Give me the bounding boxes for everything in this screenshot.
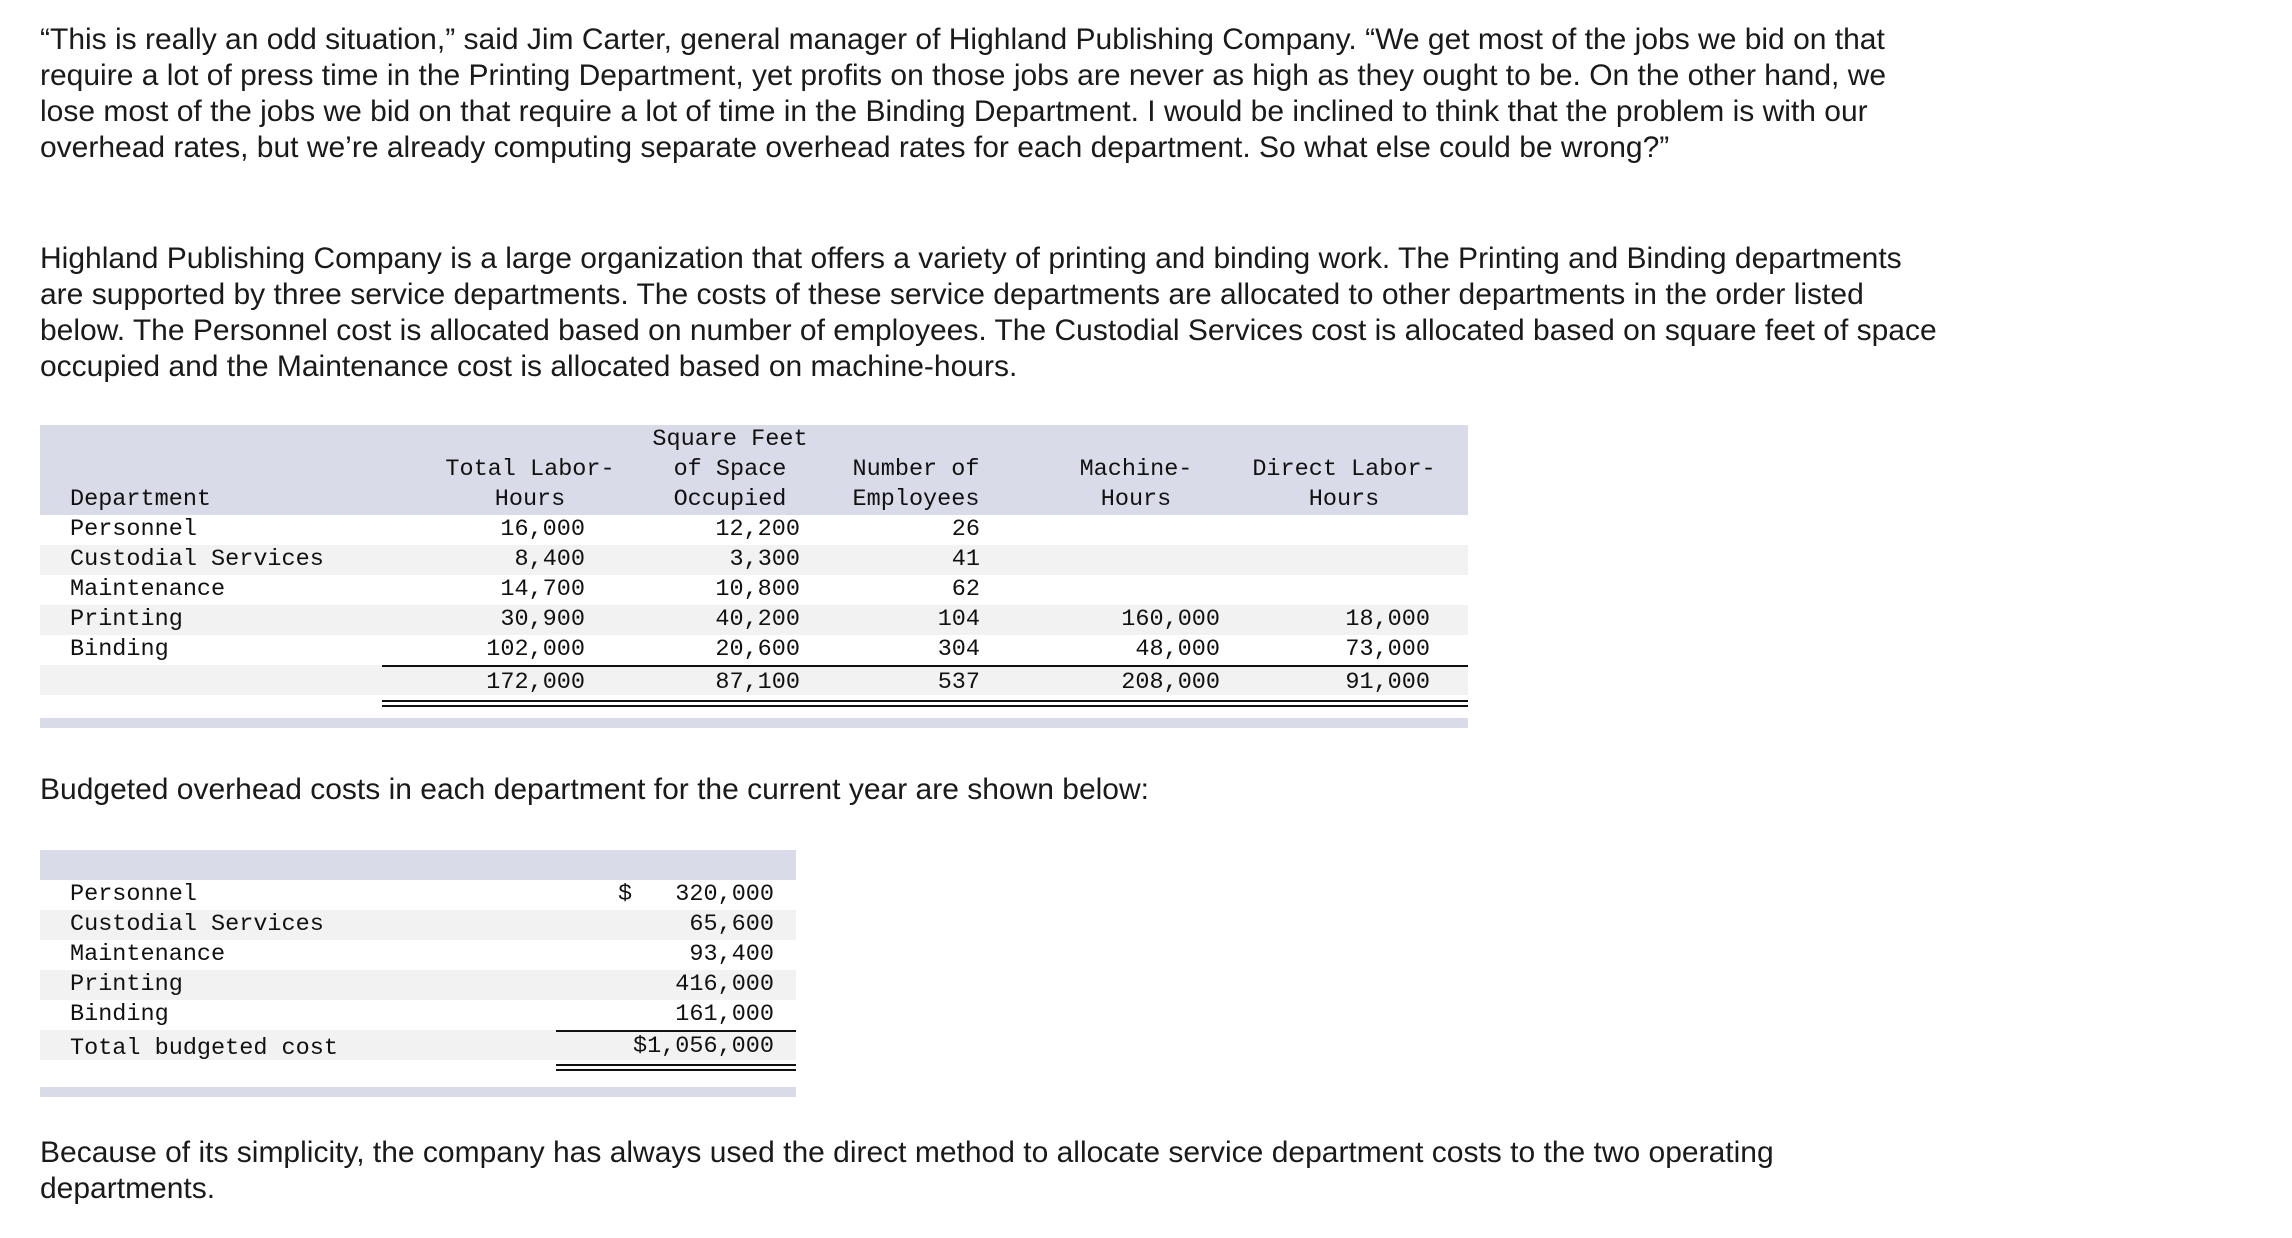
row-labor-hours: 30,900 [500,606,585,633]
row-square-feet: 20,600 [715,636,800,663]
header-labor-hours-line1: Total Labor- [445,456,615,483]
background-paragraph: Highland Publishing Company is a large organization that offers a variety of printing and binding work. The Printing and Binding departments are supported by three service departments. The costs of these service departments are allocated to other departments in the order listed below. The Personnel cost is allocated based on number of employees. The Custodial Services cost is allocated based on square feet of space occupied and the Maintenance cost is allocated based on machine-hours. [40,242,1937,383]
row-labor-hours: 16,000 [500,516,585,543]
total-amount: $1,056,000 [632,1033,774,1060]
header-employees-line1: Number of [852,456,980,483]
row-labor-hours: 102,000 [486,636,585,663]
row-department: Personnel [70,516,197,543]
row-label: Custodial Services [70,911,324,938]
row-employees: 104 [937,606,980,633]
subtotal-rule [382,665,1468,667]
row-square-feet: 3,300 [729,546,800,573]
row-direct-labor-hours: 18,000 [1345,606,1430,633]
header-labor-hours-line2: Hours [494,486,566,513]
row-square-feet: 40,200 [715,606,800,633]
header-employees-line2: Employees [852,486,980,513]
row-amount: 161,000 [675,1001,774,1028]
row-direct-labor-hours: 73,000 [1345,636,1430,663]
currency-symbol: $ [618,881,633,908]
total-double-rule-bottom [556,1069,796,1071]
row-amount: 65,600 [689,911,774,938]
total-double-rule-top [382,700,1468,702]
row-square-feet: 10,800 [715,576,800,603]
row-labor-hours: 14,700 [500,576,585,603]
row-direct-labor-hours [1290,545,1430,575]
table-footer-band [40,718,1468,728]
header-department: Department [70,486,212,513]
header-direct-labor-hours-line1: Direct Labor- [1252,456,1436,483]
row-department: Maintenance [70,576,226,603]
row-machine-hours: 48,000 [1135,636,1220,663]
row-amount: 93,400 [689,941,774,968]
allocation-base-table [40,425,1468,728]
row-employees: 62 [951,576,980,603]
total-label: Total budgeted cost [70,1035,338,1062]
row-direct-labor-hours [1290,575,1430,605]
row-amount: 416,000 [675,971,774,998]
row-employees: 41 [951,546,980,573]
header-square-feet-line1: Square Feet [652,426,808,453]
row-amount: 320,000 [675,881,774,908]
table-header-band [40,850,796,880]
total-double-rule-bottom [382,705,1468,707]
total-employees: 537 [937,669,980,696]
header-square-feet-line2: of Space [673,456,787,483]
row-department: Printing [70,606,183,633]
row-label: Printing [70,971,183,998]
row-label: Maintenance [70,941,226,968]
row-machine-hours [1080,575,1220,605]
total-machine-hours: 208,000 [1121,669,1220,696]
budget-intro-paragraph: Budgeted overhead costs in each department for the current year are shown below: [40,773,1149,806]
table-footer-band [40,1087,796,1097]
intro-paragraph: “This is really an odd situation,” said Jim Carter, general manager of Highland Publishing Company. “We get most of the jobs we bid on that require a lot of press time in the Printing Department, yet profits on those jobs are never as high as they ought to be. On the other hand, we lose most of the jobs we bid on that require a lot of time in the Binding Department. I would be inclined to think that the problem is with our overhead rates, but we’re already computing separate overhead rates for each department. So what else could be wrong?” [40,23,1887,164]
row-machine-hours [1080,545,1220,575]
row-label: Binding [70,1001,169,1028]
row-labor-hours: 8,400 [514,546,585,573]
row-label: Personnel [70,881,197,908]
row-direct-labor-hours [1290,515,1430,545]
total-square-feet: 87,100 [715,669,800,696]
total-double-rule-top [556,1064,796,1066]
row-machine-hours: 160,000 [1121,606,1220,633]
header-square-feet-line3: Occupied [673,486,787,513]
closing-paragraph: Because of its simplicity, the company has always used the direct method to allocate service department costs to the two operating departments. [40,1136,1774,1205]
row-employees: 304 [937,636,980,663]
row-department: Custodial Services [70,546,324,573]
row-machine-hours [1080,515,1220,545]
header-direct-labor-hours-line2: Hours [1308,486,1380,513]
total-direct-labor-hours: 91,000 [1345,669,1430,696]
total-labor-hours: 172,000 [486,669,585,696]
row-employees: 26 [951,516,980,543]
row-square-feet: 12,200 [715,516,800,543]
budgeted-overhead-table [40,850,796,1097]
header-machine-hours-line2: Hours [1100,486,1172,513]
row-department: Binding [70,636,169,663]
header-machine-hours-line1: Machine- [1079,456,1193,483]
